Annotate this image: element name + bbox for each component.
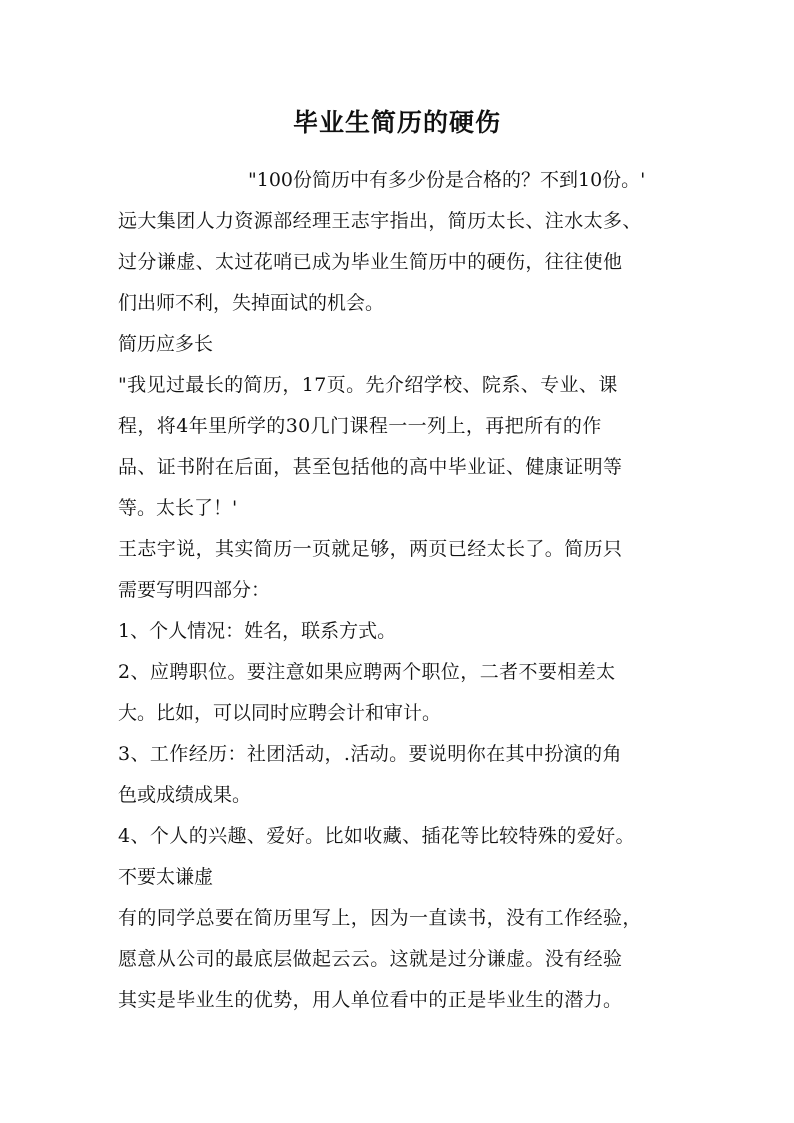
paragraph-line: "100份简历中有多少份是合格的？不到10份。' bbox=[248, 169, 646, 191]
list-item: 1、个人情况：姓名，联系方式。 bbox=[118, 620, 397, 642]
paragraph-line: 其实是毕业生的优势，用人单位看中的正是毕业生的潜力。 bbox=[118, 989, 623, 1011]
list-item: 2、应聘职位。要注意如果应聘两个职位，二者不要相差太 bbox=[118, 661, 616, 683]
document-title: 毕业生简历的硬伤 bbox=[292, 108, 501, 137]
paragraph-line: 等。太长了！' bbox=[118, 497, 238, 519]
paragraph-line: 程，将4年里所学的30几门课程一一列上，再把所有的作 bbox=[118, 415, 602, 437]
paragraph-line: 有的同学总要在简历里写上，因为一直读书，没有工作经验， bbox=[118, 907, 642, 929]
list-item: 3、工作经历：社团活动，.活动。要说明你在其中扮演的角 bbox=[118, 743, 622, 765]
paragraph-line: "我见过最长的简历，17页。先介绍学校、院系、专业、课 bbox=[118, 374, 618, 396]
paragraph-line: 过分谦虚、太过花哨已成为毕业生简历中的硬伤，往往使他 bbox=[118, 251, 623, 273]
paragraph-line: 王志宇说，其实简历一页就足够，两页已经太长了。简历只 bbox=[118, 538, 623, 560]
paragraph-line: 需要写明四部分： bbox=[118, 579, 271, 601]
section-heading: 简历应多长 bbox=[118, 333, 214, 355]
paragraph-line: 愿意从公司的最底层做起云云。这就是过分谦虚。没有经验 bbox=[118, 948, 623, 970]
list-item: 4、个人的兴趣、爱好。比如收藏、插花等比较特殊的爱好。 bbox=[118, 825, 635, 847]
paragraph-line: 品、证书附在后面，甚至包括他的高中毕业证、健康证明等 bbox=[118, 456, 623, 478]
section-heading: 不要太谦虚 bbox=[118, 866, 214, 888]
paragraph-line: 们出师不利，失掉面试的机会。 bbox=[118, 292, 385, 314]
paragraph-line: 远大集团人力资源部经理王志宇指出，简历太长、注水太多、 bbox=[118, 210, 642, 232]
list-item-continuation: 色或成绩成果。 bbox=[118, 784, 252, 806]
list-item-continuation: 大。比如，可以同时应聘会计和审计。 bbox=[118, 702, 442, 724]
